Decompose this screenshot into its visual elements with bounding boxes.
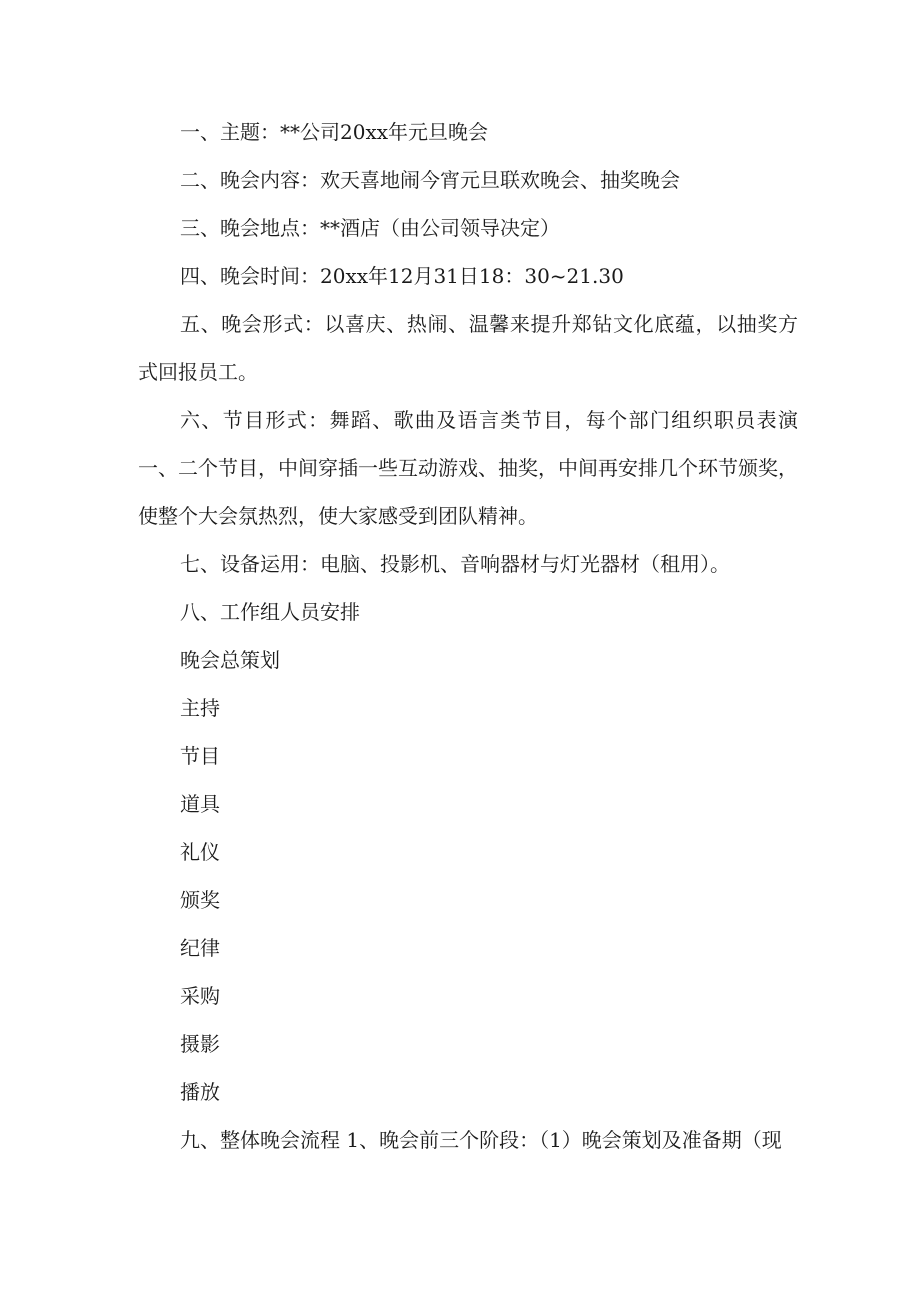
staff-role-item: 晚会总策划 xyxy=(180,648,280,672)
staff-role-item: 主持 xyxy=(180,696,220,720)
paragraph-time: 四、晚会时间：20xx年12月31日18：30~21.30 xyxy=(180,264,624,288)
staff-role-item: 颁奖 xyxy=(180,888,220,912)
paragraph-theme: 一、主题：**公司20xx年元旦晚会 xyxy=(180,120,489,144)
staff-role-item: 纪律 xyxy=(180,936,220,960)
paragraph-event-flow: 九、整体晚会流程 1、晚会前三个阶段：（1）晚会策划及准备期（现 xyxy=(180,1128,782,1152)
staff-role-item: 礼仪 xyxy=(180,840,220,864)
paragraph-content: 二、晚会内容：欢天喜地闹今宵元旦联欢晚会、抽奖晚会 xyxy=(180,168,680,192)
paragraph-venue: 三、晚会地点：**酒店（由公司领导决定） xyxy=(180,216,560,240)
paragraph-format: 五、晚会形式：以喜庆、热闹、温馨来提升郑钻文化底蕴，以抽奖方式回报员工。 xyxy=(138,312,798,384)
paragraph-program: 六、节目形式：舞蹈、歌曲及语言类节目，每个部门组织职员表演一、二个节目，中间穿插一些互动游戏、抽奖，中间再安排几个环节颁奖，使整个大会氛热烈，使大家感受到团队精神。 xyxy=(138,408,798,528)
staff-role-item: 节目 xyxy=(180,744,220,768)
document-body xyxy=(138,108,798,1164)
staff-role-item: 采购 xyxy=(180,984,220,1008)
staff-role-item: 摄影 xyxy=(180,1032,220,1056)
staff-role-item: 道具 xyxy=(180,792,220,816)
paragraph-staff-heading: 八、工作组人员安排 xyxy=(180,600,360,624)
staff-role-item: 播放 xyxy=(180,1080,220,1104)
paragraph-equipment: 七、设备运用：电脑、投影机、音响器材与灯光器材（租用）。 xyxy=(180,552,730,576)
